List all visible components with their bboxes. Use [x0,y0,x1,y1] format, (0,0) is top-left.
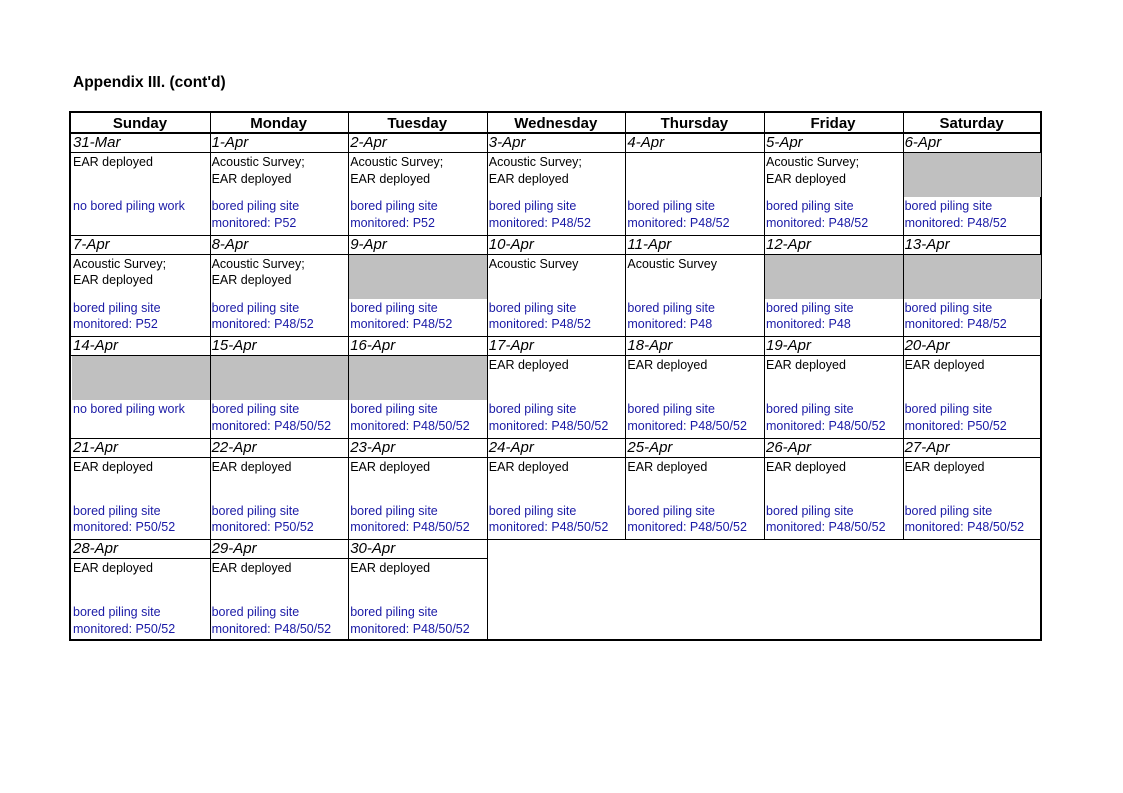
date-row-divider [71,457,1041,458]
activity-text: EAR deployed [211,171,292,186]
monitoring-text: monitored: P48/50/52 [350,621,470,636]
date-label: 2-Apr [350,134,387,151]
monitoring-text: bored piling site [904,503,993,518]
monitoring-text: monitored: P48/50/52 [211,621,332,636]
date-label: 31-Mar [73,134,121,151]
monitoring-text: bored piling site [627,300,715,315]
date-label: 26-Apr [766,438,812,456]
monitoring-text: monitored: P48/50/52 [904,520,1025,535]
monitoring-text: monitored: P48/52 [350,317,453,332]
monitoring-text: monitored: P52 [73,317,158,332]
activity-text: EAR deployed [627,358,708,373]
date-label: 19-Apr [766,337,812,355]
monitoring-text: bored piling site [350,300,438,315]
monitoring-text: bored piling site [73,503,161,518]
monitoring-text: monitored: P48/52 [488,317,591,332]
monitoring-text: bored piling site [350,199,438,213]
monitoring-text: no bored piling work [73,199,185,213]
activity-text: EAR deployed [211,273,292,288]
activity-text: Acoustic Survey [627,256,718,271]
unavailable-shade [904,153,1042,197]
activity-text: Acoustic Survey; [211,155,305,169]
monitoring-text: bored piling site [211,402,300,417]
activity-text: Acoustic Survey; [211,256,305,271]
date-label: 1-Apr [211,134,249,151]
unavailable-shade [72,356,210,400]
date-label: 15-Apr [211,337,257,355]
monitoring-text: monitored: P48/50/52 [627,418,747,433]
activity-text: Acoustic Survey; [73,256,167,271]
monitoring-text: monitored: P50/52 [211,520,314,535]
column-divider [625,113,626,539]
date-label: 9-Apr [350,235,387,253]
day-header-wednesday: Wednesday [514,115,598,132]
column-divider [487,113,488,639]
monitoring-text: monitored: P48/50/52 [766,520,886,535]
day-header-friday: Friday [810,115,856,132]
monitoring-text: bored piling site [73,300,161,315]
date-row-divider [71,558,487,559]
activity-text: EAR deployed [904,459,985,474]
monitoring-text: monitored: P48 [766,317,851,332]
date-label: 24-Apr [488,438,534,456]
monitoring-text: bored piling site [766,300,854,315]
monitoring-text: bored piling site [350,402,438,417]
monitoring-text: bored piling site [488,402,577,417]
column-divider [903,113,904,539]
date-label: 4-Apr [627,134,665,151]
monitoring-text: bored piling site [627,199,715,213]
monitoring-text: monitored: P52 [350,215,435,230]
monitoring-text: monitored: P50/52 [73,520,176,535]
page-title: Appendix III. (cont'd) [73,74,226,91]
date-label: 28-Apr [73,540,119,558]
activity-text: EAR deployed [766,171,846,186]
monitoring-text: bored piling site [211,199,300,213]
monitoring-text: bored piling site [627,402,715,417]
monitoring-text: bored piling site [766,402,854,417]
unavailable-shade [349,255,487,299]
monitoring-text: bored piling site [73,605,161,620]
activity-text: EAR deployed [350,561,431,576]
date-label: 14-Apr [73,337,119,355]
activity-text: Acoustic Survey; [488,155,582,169]
activity-text: EAR deployed [211,561,292,576]
unavailable-shade [765,255,903,299]
monitoring-text: monitored: P48/52 [211,317,314,332]
date-label: 18-Apr [627,337,673,355]
monitoring-text: no bored piling work [73,402,185,417]
date-label: 29-Apr [211,540,257,558]
monitoring-text: monitored: P48/52 [627,215,730,230]
date-label: 23-Apr [350,438,396,456]
calendar-table [69,111,1042,641]
date-label: 11-Apr [627,235,672,253]
monitoring-text: monitored: P48/52 [488,215,591,230]
date-label: 17-Apr [488,337,534,355]
monitoring-text: bored piling site [488,300,577,315]
activity-text: Acoustic Survey; [766,155,860,169]
monitoring-text: monitored: P48/50/52 [350,418,470,433]
column-divider [210,113,211,639]
activity-text: Acoustic Survey; [350,155,444,169]
column-divider [764,113,765,539]
monitoring-text: bored piling site [766,199,854,213]
monitoring-text: monitored: P48/52 [766,215,869,230]
day-header-tuesday: Tuesday [387,115,448,132]
date-label: 22-Apr [211,438,257,456]
date-label: 8-Apr [211,235,249,253]
monitoring-text: monitored: P48/52 [904,215,1007,230]
activity-text: EAR deployed [211,459,292,474]
day-header-monday: Monday [250,115,307,132]
activity-text: EAR deployed [488,171,569,186]
date-label: 6-Apr [904,134,942,151]
monitoring-text: monitored: P52 [211,215,297,230]
date-label: 21-Apr [73,438,119,456]
date-label: 30-Apr [350,540,396,558]
monitoring-text: bored piling site [627,503,715,518]
activity-text: EAR deployed [488,358,569,373]
monitoring-text: bored piling site [211,503,300,518]
activity-text: EAR deployed [73,155,153,169]
monitoring-text: monitored: P48/50/52 [627,520,747,535]
monitoring-text: bored piling site [488,199,577,213]
monitoring-text: monitored: P48 [627,317,713,332]
unavailable-shade [349,356,487,400]
activity-text: EAR deployed [904,358,985,373]
date-label: 7-Apr [73,235,110,253]
monitoring-text: bored piling site [904,402,993,417]
activity-text: EAR deployed [350,459,431,474]
monitoring-text: bored piling site [488,503,577,518]
date-label: 3-Apr [488,134,526,151]
date-label: 10-Apr [488,235,534,253]
monitoring-text: bored piling site [766,503,854,518]
monitoring-text: monitored: P50/52 [73,621,176,636]
activity-text: EAR deployed [350,171,431,186]
day-header-sunday: Sunday [112,115,168,132]
date-label: 13-Apr [904,235,950,253]
activity-text: EAR deployed [488,459,569,474]
activity-text: EAR deployed [766,358,846,373]
activity-text: EAR deployed [73,273,153,288]
activity-text: EAR deployed [73,561,153,576]
unavailable-shade [904,255,1042,299]
date-label: 25-Apr [627,438,673,456]
monitoring-text: bored piling site [211,300,300,315]
activity-text: EAR deployed [627,459,708,474]
monitoring-text: monitored: P48/50/52 [350,520,470,535]
date-label: 12-Apr [766,235,812,253]
date-label: 16-Apr [350,337,396,355]
monitoring-text: bored piling site [211,605,300,620]
day-header-thursday: Thursday [660,115,729,132]
date-row-divider [71,152,1041,153]
monitoring-text: monitored: P48/50/52 [488,520,609,535]
day-header-saturday: Saturday [939,115,1004,132]
monitoring-text: monitored: P50/52 [904,418,1007,433]
activity-text: EAR deployed [766,459,846,474]
monitoring-text: monitored: P48/50/52 [766,418,886,433]
monitoring-text: monitored: P48/52 [904,317,1007,332]
monitoring-text: bored piling site [904,300,993,315]
activity-text: EAR deployed [73,459,153,474]
unavailable-shade [211,356,349,400]
date-label: 20-Apr [904,337,950,355]
monitoring-text: monitored: P48/50/52 [488,418,609,433]
activity-text: Acoustic Survey [488,256,579,271]
date-label: 5-Apr [766,134,803,151]
monitoring-text: bored piling site [904,199,993,213]
monitoring-text: bored piling site [350,605,438,620]
column-divider [348,113,349,639]
monitoring-text: monitored: P48/50/52 [211,418,332,433]
date-label: 27-Apr [904,438,950,456]
monitoring-text: bored piling site [350,503,438,518]
